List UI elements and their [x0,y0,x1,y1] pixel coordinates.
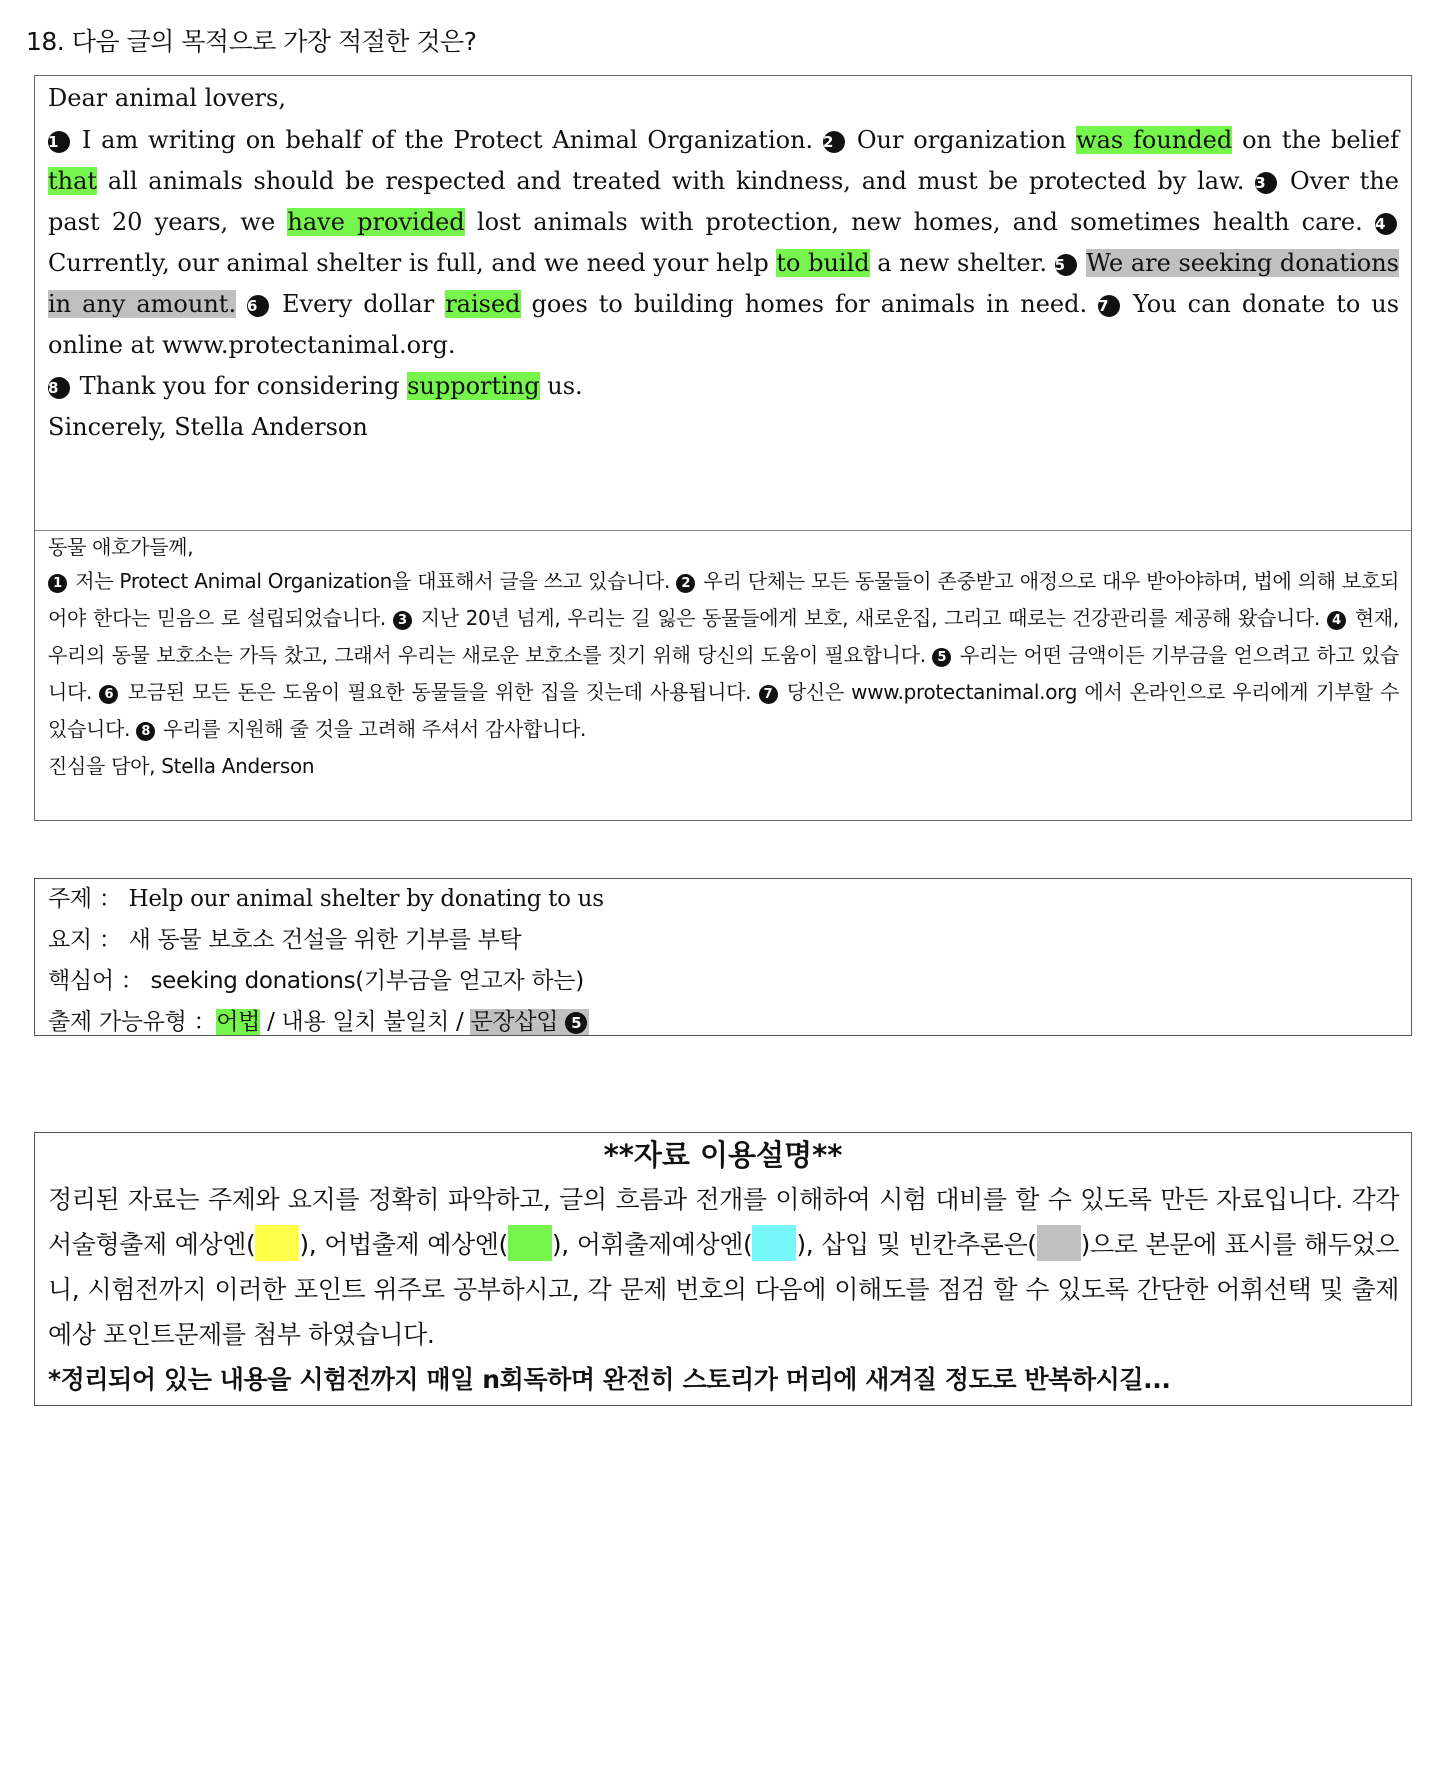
question-title: 18. 다음 글의 목적으로 가장 적절한 것은? [26,27,477,56]
sentence-1: I am writing on behalf of the Protect Animal Organization. [81,126,814,154]
keyword-label: 핵심어 ： [48,968,144,994]
guide-description [48,1177,1399,1357]
sentence-8-b: us. [539,372,583,400]
topic-label: 주제 ： [48,886,122,912]
letter-closing: Sincerely, Stella Anderson [48,413,368,441]
korean-sentence-8: 우리를 지원해 줄 것을 고려해 주셔서 감사합니다. [163,717,587,741]
korean-sentence-4: 현재, 우리의 동물 보호소는 가득 찼고, 그래서 우리는 새로운 보호소를 짓기 위해 당신의 도움이 필요합니다. [48,606,1399,667]
topic-value: Help our animal shelter by donating to us [128,886,604,912]
korean-translation [35,531,1411,785]
grammar-highlight: supporting [407,372,540,400]
circled-number-1-icon: 1 [48,574,67,593]
sentence-6-a: Every dollar [282,290,446,318]
insertion-highlight: We are seeking donations in any amount. [48,249,1399,318]
letter-greeting: Dear animal lovers, [48,84,286,112]
usage-guide-box [34,1132,1412,1406]
korean-sentence-1: 저는 Protect Animal Organization을 대표해서 글을 쓰고 있습니다. [75,569,671,593]
circled-number-2-icon: 2 [676,574,695,593]
letter-thanks [48,366,1399,407]
gist-value: 새 동물 보호소 건설을 위한 기부를 부탁 [128,927,522,953]
type-insertion-label: 문장삽입 [470,1009,559,1035]
summary-box [34,878,1412,1036]
circled-number-3-icon: 3 [1255,172,1277,194]
topic-row [48,879,1399,920]
circled-number-4-icon: 4 [1327,611,1346,630]
guide-text-4: ), 삽입 및 빈칸추론은( [796,1230,1037,1259]
keyword-row [48,961,1399,1002]
sentence-4-b: a new shelter. [869,249,1047,277]
grammar-highlight: have provided [287,208,465,236]
sentence-3-b: lost animals with protection, new homes, and sometimes health care. [464,208,1363,236]
gray-legend-swatch [1037,1225,1081,1261]
circled-number-7-icon: 7 [759,685,778,704]
circled-number-4-icon: 4 [1375,213,1397,235]
circled-number-1-icon: 1 [48,131,70,153]
guide-text-5: )으로 본문에 표시를 해두었으니, 시험전까지 이러한 포인트 위주로 공부하시고, 각 문제 번호의 다음에 이해도를 점검 할 수 있도록 간단한 어휘선택 및 출제 예상 포인트문제를 첨부 하였습니다. [48,1230,1399,1349]
type-insertion [470,1009,589,1035]
english-passage [35,76,1411,531]
sentence-7: You can donate to us online at www.protectanimal.org. [48,290,1400,359]
circled-number-8-icon: 8 [48,377,70,399]
type-separator: / 내용 일치 불일치 / [260,1009,471,1035]
sentence-8-a: Thank you for considering [79,372,408,400]
korean-body [48,563,1399,748]
circled-number-6-icon: 6 [99,685,118,704]
korean-sentence-3: 지난 20년 넘게, 우리는 길 잃은 동물들에게 보호, 새로운집, 그리고 때로는 건강관리를 제공해 왔습니다. [420,606,1321,630]
grammar-highlight: that [48,167,98,195]
letter-body [48,120,1399,366]
sentence-3-a: Over the past 20 years, we [48,167,1399,236]
cyan-legend-swatch [752,1225,796,1261]
green-legend-swatch [508,1225,552,1261]
circled-number-6-icon: 6 [247,295,269,317]
korean-sentence-6: 모금된 모든 돈은 도움이 필요한 동물들을 위한 집을 짓는데 사용됩니다. [127,680,752,704]
types-label: 출제 가능유형 ： [48,1009,217,1035]
grammar-highlight: to build [776,249,870,277]
grammar-highlight: was founded [1076,126,1233,154]
sentence-2-c: all animals should be respected and treated with kindness, and must be protected by law. [97,167,1245,195]
letter-box [34,75,1412,821]
circled-number-3-icon: 3 [393,611,412,630]
gist-row [48,920,1399,961]
keyword-value: seeking donations(기부금을 얻고자 하는) [150,968,584,994]
circled-number-8-icon: 8 [136,722,155,741]
guide-text-2: ), 어법출제 예상엔( [299,1230,508,1259]
circled-number-5-icon: 5 [1055,254,1077,276]
circled-number-7-icon: 7 [1098,295,1120,317]
grammar-highlight: raised [445,290,521,318]
sentence-6-b: goes to building homes for animals in need. [520,290,1088,318]
guide-text-1: 정리된 자료는 주제와 요지를 정확히 파악하고, 글의 흐름과 전개를 이해하여 시험 대비를 할 수 있도록 만든 자료입니다. 각각 서술형출제 예상엔( [48,1185,1399,1259]
guide-body [35,1177,1411,1402]
type-grammar: 어법 [216,1009,261,1035]
circled-number-2-icon: 2 [823,131,845,153]
guide-title: **자료 이용설명** [603,1138,843,1172]
korean-sentence-2: 우리 단체는 모든 동물들이 존중받고 애정으로 대우 받아야하며, 법에 의해 보호되어야 한다는 믿음으 로 설립되었습니다. [48,569,1400,630]
sentence-2-a: Our organization [856,126,1077,154]
circled-number-5-icon: 5 [932,648,951,667]
korean-sentence-7: 당신은 www.protectanimal.org 에서 온라인으로 우리에게 기부할 수 있습니다. [48,680,1399,741]
gist-label: 요지 ： [48,927,122,953]
sentence-4-a: Currently, our animal shelter is full, and we need your help [48,249,777,277]
guide-text-3: ), 어휘출제예상엔( [551,1230,753,1259]
circled-number-5-icon: 5 [565,1012,587,1034]
yellow-legend-swatch [255,1225,299,1261]
korean-closing: 진심을 담아, Stella Anderson [48,754,315,778]
question-types-row [48,1002,1399,1043]
korean-sentence-5: 우리는 어떤 금액이든 기부금을 얻으려고 하고 있습니다. [48,643,1400,704]
sentence-2-b: on the belief [1232,126,1399,154]
korean-greeting: 동물 애호가들께, [48,535,194,559]
guide-note: *정리되어 있는 내용을 시험전까지 매일 n회독하며 완전히 스토리가 머리에 새겨질 정도로 반복하시길... [48,1365,1171,1394]
